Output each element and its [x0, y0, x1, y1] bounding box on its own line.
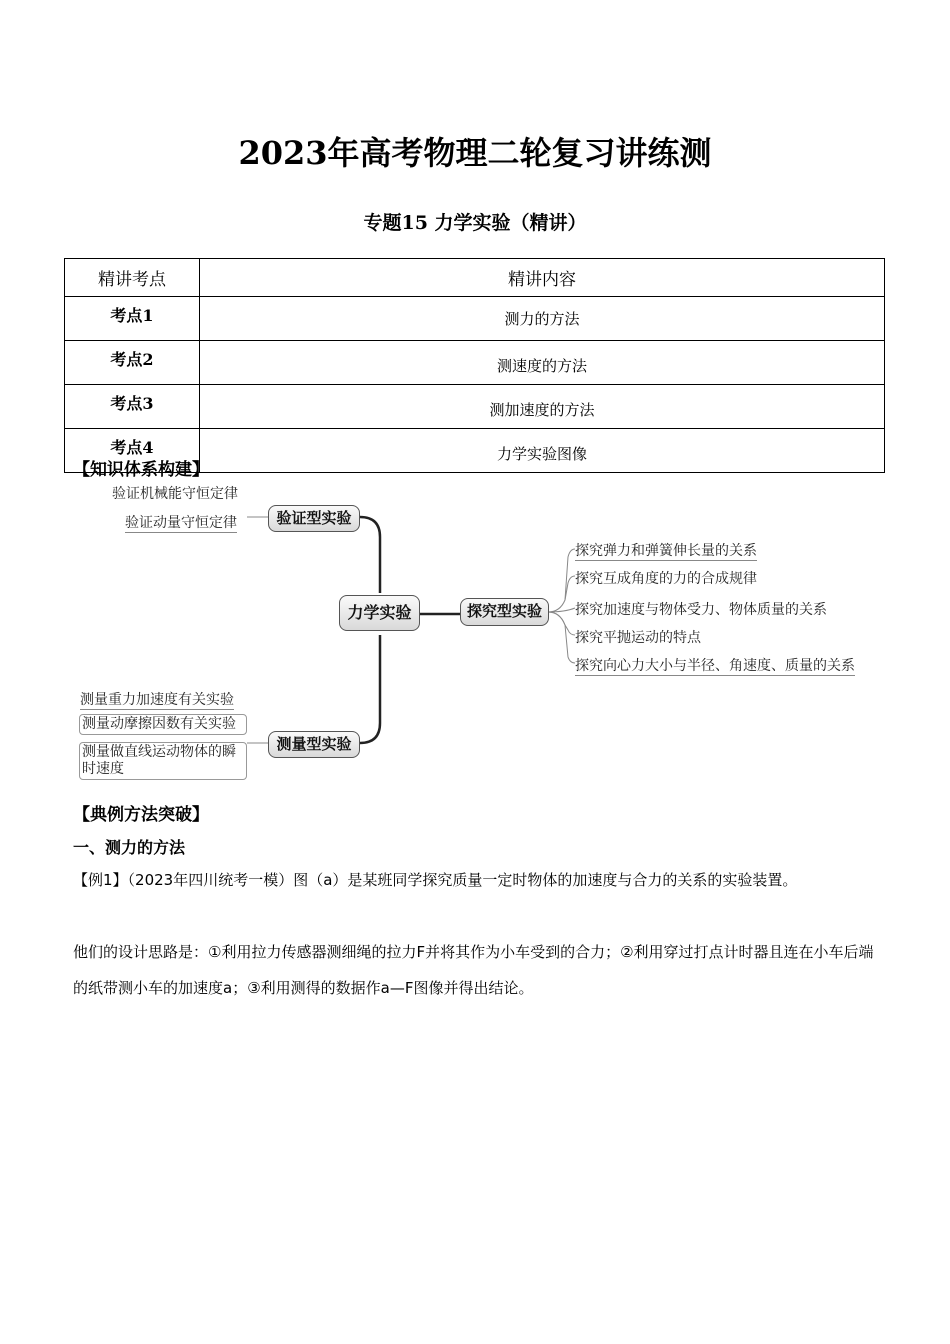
- table-header-row: [65, 259, 885, 297]
- example-text: （2023年四川统考一模）图（a）是某班同学探究质量一定时物体的加速度与合力的关系的实验装置。: [127, 871, 798, 889]
- table-cell-content: 测加速度的方法: [200, 385, 885, 429]
- explore-item: 探究平抛运动的特点: [575, 630, 701, 646]
- center-node: 力学实验: [339, 595, 420, 631]
- table-cell-content: 测力的方法: [200, 297, 885, 341]
- table-header: 精讲考点: [65, 259, 200, 297]
- connector-verify: [360, 517, 380, 593]
- section-examples-heading: 【典例方法突破】: [73, 805, 209, 825]
- verify-node: 验证型实验: [268, 505, 360, 532]
- table-row: [65, 297, 885, 341]
- branch-explore-1: [548, 549, 575, 612]
- table-cell-point: 考点3: [65, 385, 200, 429]
- table-row: [65, 341, 885, 385]
- page-subtitle: 专题15 力学实验（精讲）: [363, 212, 587, 234]
- measure-node: 测量型实验: [268, 731, 360, 758]
- key-points-table: [64, 258, 885, 473]
- explore-item: 探究弹力和弹簧伸长量的关系: [575, 540, 757, 561]
- explore-item: 探究向心力大小与半径、角速度、质量的关系: [575, 655, 855, 676]
- verify-item: 验证动量守恒定律: [125, 512, 237, 533]
- explore-item: 探究加速度与物体受力、物体质量的关系: [575, 602, 827, 618]
- table-cell-point: 考点2: [65, 341, 200, 385]
- heading-force-methods: 一、测力的方法: [73, 838, 186, 857]
- table-header: 精讲内容: [200, 259, 885, 297]
- table-row: [65, 385, 885, 429]
- page-title: 2023年高考物理二轮复习讲练测: [238, 134, 712, 172]
- section-knowledge-heading: 【知识体系构建】: [73, 460, 209, 480]
- example-1-paragraph: [73, 862, 883, 898]
- example-1-design-paragraph: 他们的设计思路是：①利用拉力传感器测细绳的拉力F并将其作为小车受到的合力；②利用穿过打点计时器且连在小车后端的纸带测小车的加速度a；③利用测得的数据作a—F图像并得出结论。: [73, 943, 874, 997]
- measure-item: 测量做直线运动物体的瞬时速度: [79, 742, 247, 780]
- table-cell-content: 测速度的方法: [200, 341, 885, 385]
- verify-item: 验证机械能守恒定律: [112, 486, 238, 502]
- measure-item: 测量动摩擦因数有关实验: [79, 714, 247, 735]
- table-cell-point: 考点4: [65, 429, 200, 473]
- explore-node: 探究型实验: [460, 598, 549, 626]
- explore-item: 探究互成角度的力的合成规律: [575, 571, 757, 587]
- connector-measure: [360, 635, 380, 743]
- example-tag: 【例1】: [73, 871, 128, 889]
- measure-item: 测量重力加速度有关实验: [80, 689, 234, 710]
- table-cell-point: 考点1: [65, 297, 200, 341]
- mind-map: [0, 475, 950, 785]
- table-cell-content: 力学实验图像: [200, 429, 885, 473]
